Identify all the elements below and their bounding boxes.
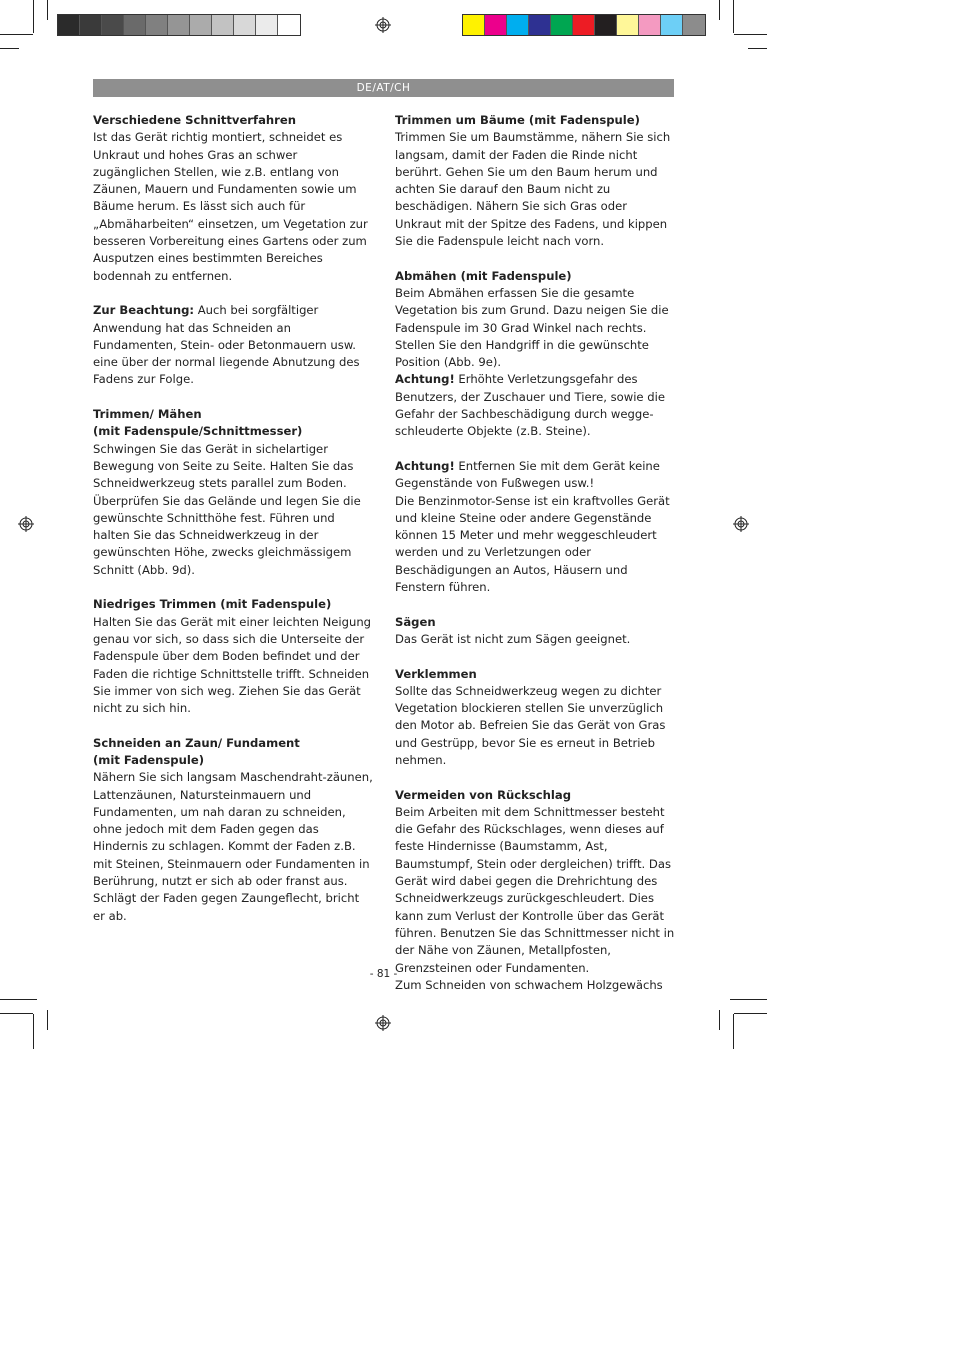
region-header	[93, 79, 674, 97]
color-swatch	[595, 15, 617, 35]
warning-paragraph	[395, 371, 675, 440]
color-swatch	[617, 15, 639, 35]
section-heading: Abmähen (mit Fadenspule)	[395, 268, 572, 283]
warning-lead: Achtung!	[395, 458, 455, 473]
color-swatch	[661, 15, 683, 35]
section-around-trees	[395, 112, 675, 250]
section-body: Die Benzinmotor-Sense ist ein kraftvolles Gerät und kleine Steine oder andere Gegenstände können 15 Meter und mehr weggeschleudert werden und zu Verletzungen oder Beschädigungen an Autos, Häusern und Fenstern führen.	[395, 493, 670, 595]
warning-text: Entfernen Sie mit dem Gerät keine Gegenstände von Fußwegen usw.!	[395, 458, 660, 491]
section-low-trimming	[93, 596, 373, 717]
warning-lead: Achtung!	[395, 372, 455, 387]
section-subheading: (mit Fadenspule)	[93, 752, 205, 767]
color-swatch	[639, 15, 661, 35]
section-body: Zum Schneiden von schwachem Holzgewächs	[395, 977, 663, 992]
warning-paragraph	[395, 458, 675, 493]
color-swatch	[124, 15, 146, 35]
left-column	[93, 112, 373, 942]
color-swatch	[80, 15, 102, 35]
color-bar	[462, 14, 706, 36]
section-heading: Niedriges Trimmen (mit Fadenspule)	[93, 597, 332, 612]
color-swatch	[507, 15, 529, 35]
color-swatch	[529, 15, 551, 35]
section-subheading: (mit Fadenspule/Schnittmesser)	[93, 424, 303, 439]
color-swatch	[278, 15, 300, 35]
section-heading: Schneiden an Zaun/ Fundament	[93, 735, 300, 750]
warning-text: Erhöhte Verletzungsgefahr des Benutzers, der Zuschauer und Tiere, sowie die Gefahr der Sachbeschädigung durch wegge-schleuderte Objekte (z.B. Steine).	[395, 372, 665, 439]
page-number: - 81 -	[369, 968, 398, 980]
color-swatch	[168, 15, 190, 35]
section-heading: Trimmen um Bäume (mit Fadenspule)	[395, 113, 640, 127]
section-body: Beim Abmähen erfassen Sie die gesamte Vegetation bis zum Grund. Dazu neigen Sie die Fadenspule im 30 Grad Winkel nach rechts. Stellen Sie den Handgriff in die gewünschte Position (Abb. 9e).	[395, 285, 669, 370]
section-body: Halten Sie das Gerät mit einer leichten Neigung genau vor sich, so dass sich die Unterseite der Fadenspule über dem Boden befindet und der Faden die richtige Schnittstelle trifft. Schneiden Sie immer von sich weg. Ziehen Sie das Gerät nicht zu sich hin.	[93, 614, 372, 716]
color-swatch	[573, 15, 595, 35]
section-heading: Trimmen/ Mähen	[93, 407, 202, 422]
note-lead: Zur Beachtung:	[93, 303, 195, 318]
right-column	[395, 112, 675, 1011]
section-heading: Vermeiden von Rückschlag	[395, 787, 571, 802]
registration-mark-icon	[375, 17, 391, 33]
section-body: Schwingen Sie das Gerät in sichelartiger Bewegung von Seite zu Seite. Halten Sie das Schneidwerkzeug stets parallel zum Boden. Überprüfen Sie das Gelände und legen Sie die gewünschte Schnitthöhe fest. Führen und halten Sie das Schneidwerkzeug in der gewünschten Höhe, zwecks gleichmässigem Schnitt (Abb. 9d).	[93, 441, 361, 577]
section-heading: Verklemmen	[395, 666, 477, 681]
color-swatch	[256, 15, 278, 35]
section-body: Das Gerät ist nicht zum Sägen geeignet.	[395, 631, 631, 646]
registration-mark-icon	[733, 516, 749, 532]
color-swatch	[463, 15, 485, 35]
color-swatch	[102, 15, 124, 35]
note-text: Auch bei sorgfältiger Anwendung hat das Schneiden an Fundamenten, Stein- oder Betonmauern usw. eine über der normal liegende Abnutzung des Fadens zur Folge.	[93, 303, 360, 387]
gray-scale-bar	[57, 14, 301, 36]
section-body: Nähern Sie sich langsam Maschendraht-zäunen, Lattenzäunen, Natursteinmauern und Fundamenten, um nah daran zu schneiden, ohne jedoch mit dem Faden gegen das Hindernis zu schlagen. Kommt der Faden z.B. mit Steinen, Steinmauern oder Fundamenten in Berührung, nutzt er sich ab oder franst aus. Schlägt der Faden gegen Zaungeflecht, bricht er ab.	[93, 770, 373, 923]
color-swatch	[58, 15, 80, 35]
section-heading: Sägen	[395, 614, 436, 629]
section-body: Beim Arbeiten mit dem Schnittmesser besteht die Gefahr des Rückschlages, wenn dieses auf feste Hindernisse (Baumstamm, Ast, Baumstumpf, Stein oder dergleichen) trifft. Das Gerät wird dabei gegen die Drehrichtung des Schneidwerkzeugs zurückgeschleudert. Dies kann zum Verlust der Kontrolle über das Gerät führen. Benutzen Sie das Schnittmesser nicht in der Nähe von Zäunen, Metallpfosten, Grenzsteinen oder Fundamenten.	[395, 804, 675, 975]
section-cutting-methods	[93, 112, 373, 285]
color-swatch	[551, 15, 573, 35]
section-kickback	[395, 787, 675, 995]
section-sawing	[395, 614, 675, 649]
section-fence-foundation	[93, 735, 373, 925]
section-warning-walkways	[395, 458, 675, 596]
section-body	[93, 302, 373, 388]
section-heading: Verschiedene Schnittverfahren	[93, 113, 296, 127]
region-label: DE/AT/CH	[356, 82, 411, 94]
color-swatch	[190, 15, 212, 35]
section-scalping	[395, 268, 675, 441]
color-swatch	[146, 15, 168, 35]
section-trimming-mowing	[93, 406, 373, 579]
section-jamming	[395, 666, 675, 770]
section-body: Ist das Gerät richtig montiert, schneidet es Unkraut und hohes Gras an schwer zugänglichen Stellen, wie z.B. entlang von Zäunen, Mauern und Fundamenten sowie um Bäume herum. Es lässt sich auch für „Abmäharbeiten“ einsetzen, um Vegetation zur besseren Vorbereitung eines Gartens oder zum Ausputzen eines bestimmten Bereiches bodennah zu entfernen.	[93, 130, 368, 283]
registration-mark-icon	[375, 1015, 391, 1031]
section-note	[93, 302, 373, 388]
section-body: Sollte das Schneidwerkzeug wegen zu dichter Vegetation blockieren stellen Sie unverzüglich den Motor ab. Befreien Sie das Gerät von Gras und Gestrüpp, bevor Sie es erneut in Betrieb nehmen.	[395, 683, 666, 767]
registration-mark-icon	[18, 516, 34, 532]
color-swatch	[485, 15, 507, 35]
color-swatch	[683, 15, 705, 35]
color-swatch	[234, 15, 256, 35]
color-swatch	[212, 15, 234, 35]
section-body: Trimmen Sie um Baumstämme, nähern Sie sich langsam, damit der Faden die Rinde nicht berührt. Gehen Sie um den Baum herum und achten Sie darauf den Baum nicht zu beschädigen. Nähern Sie sich Gras oder Unkraut mit der Spitze des Fadens, und kippen Sie die Fadenspule leicht nach vorn.	[395, 130, 671, 249]
